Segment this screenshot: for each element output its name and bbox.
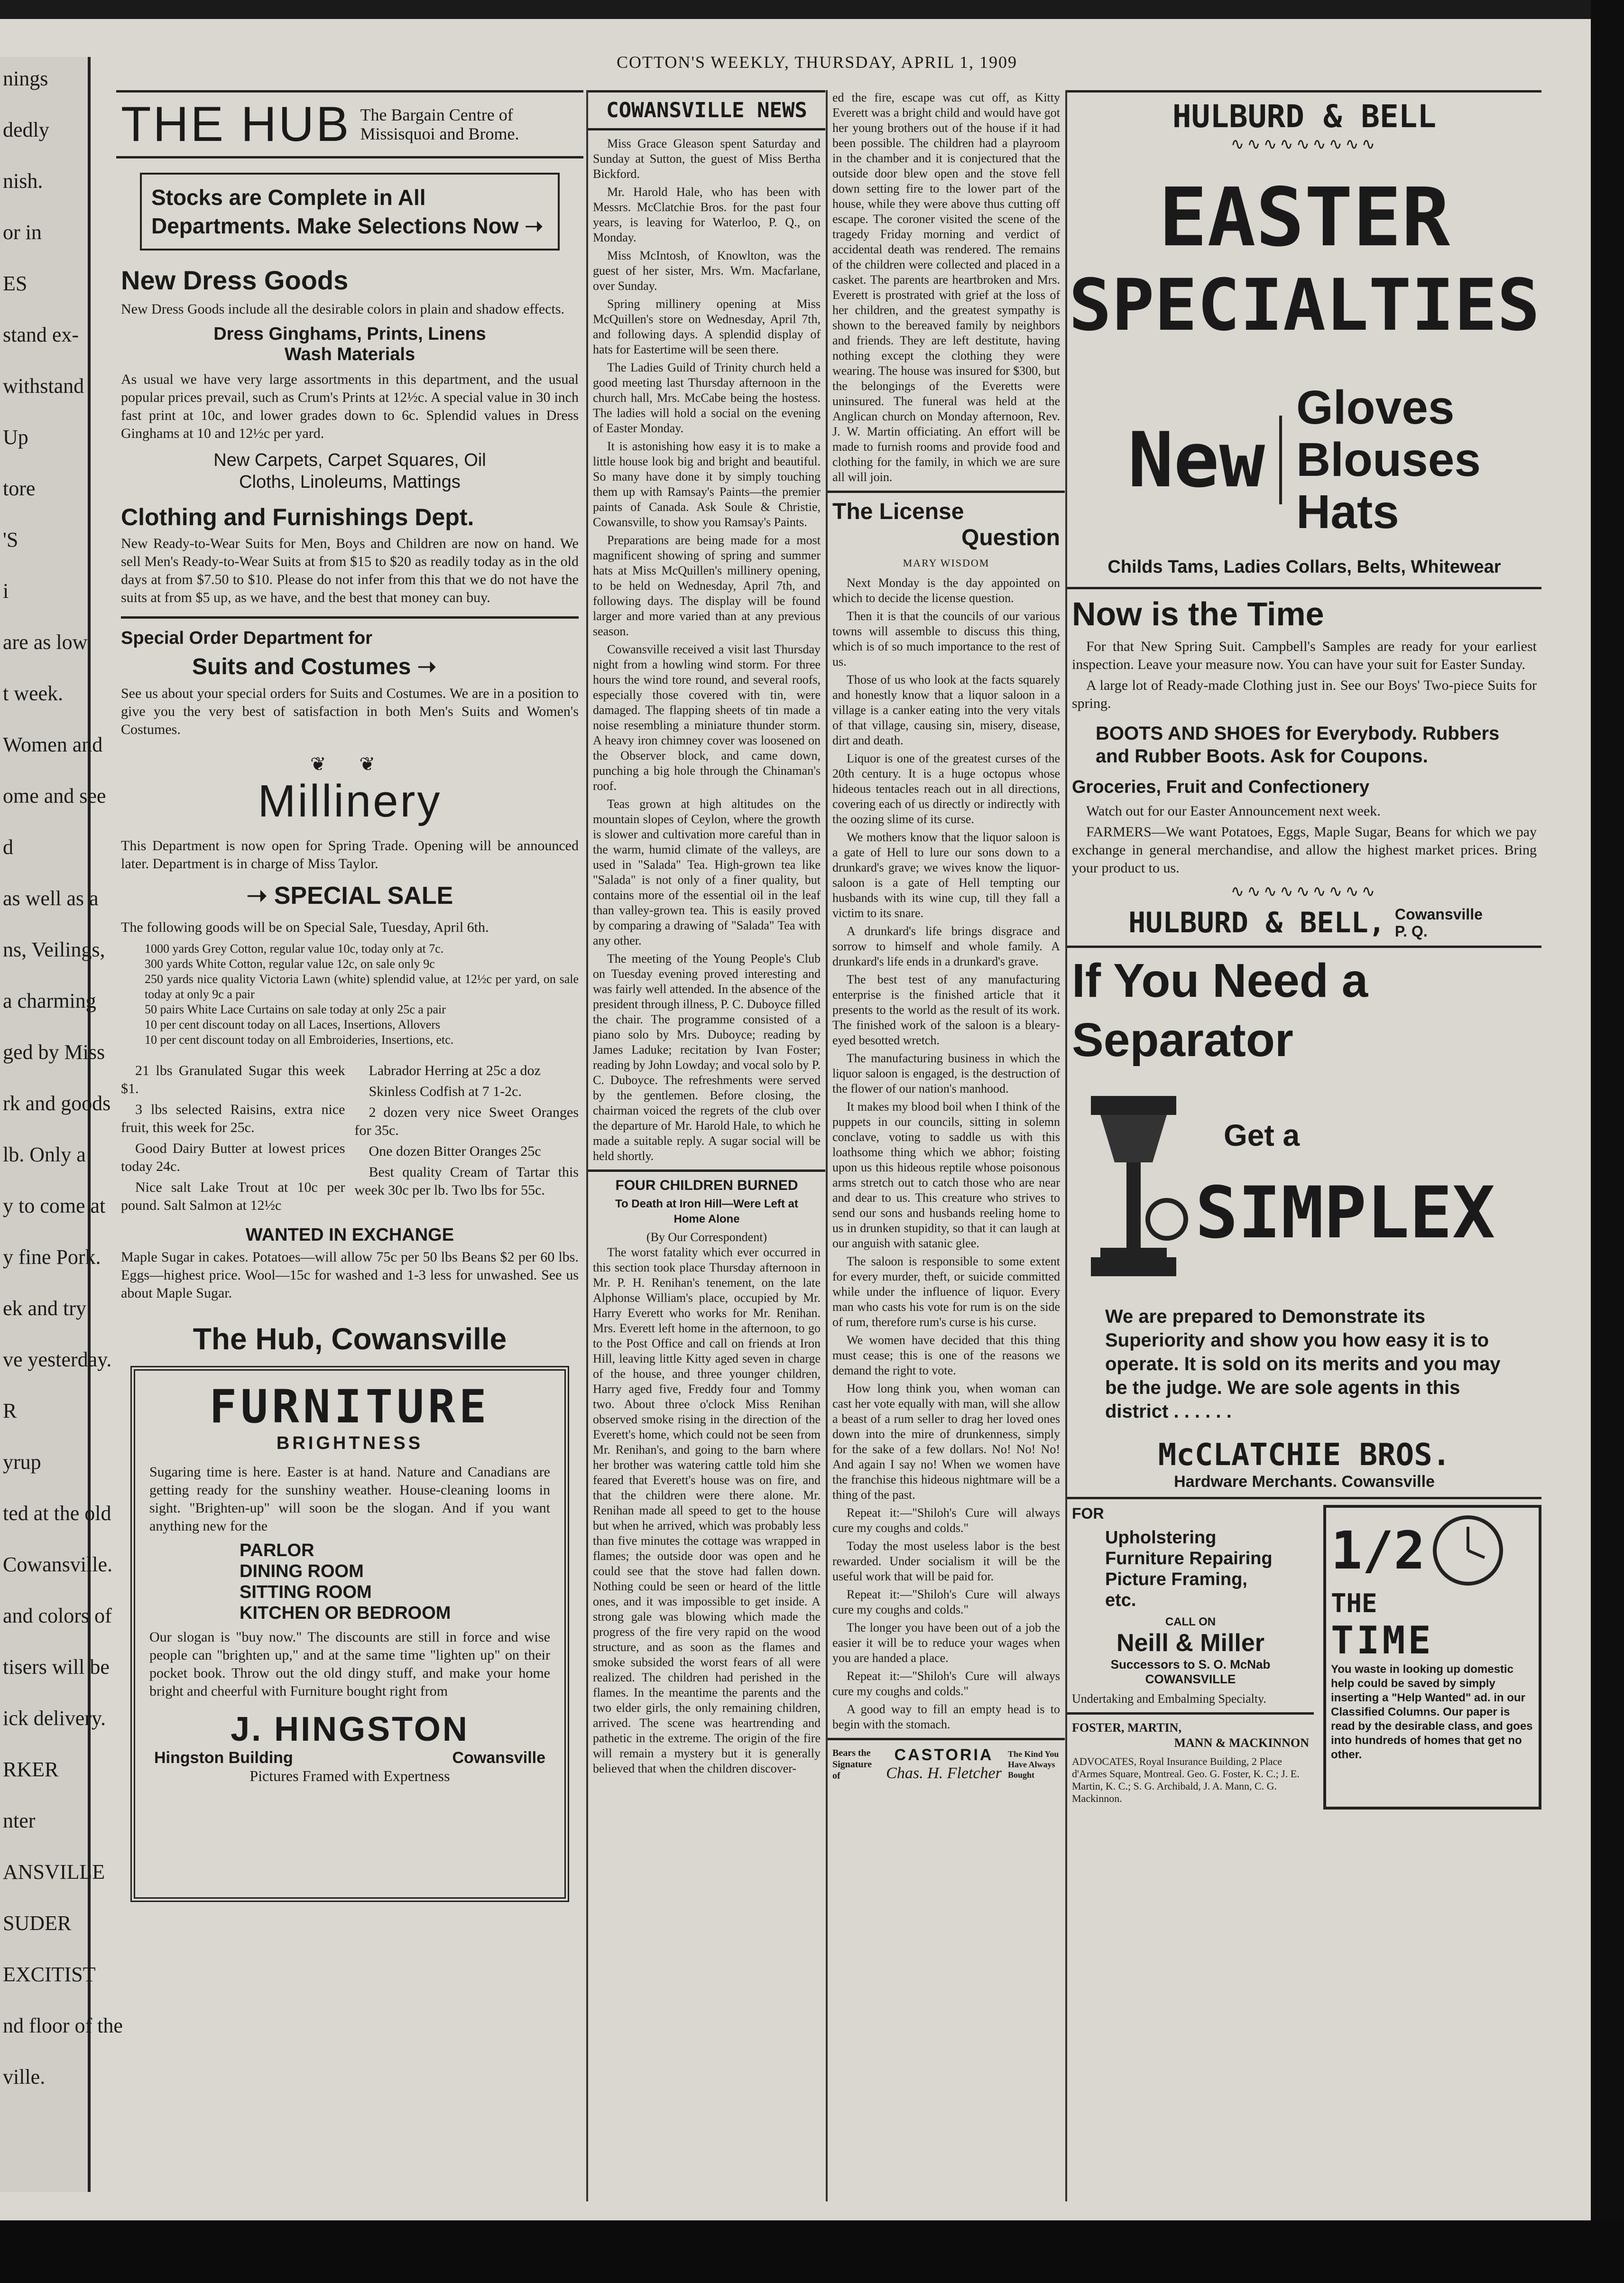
left-fragment-text: withstand — [3, 374, 84, 398]
license-paragraph: Repeat it:—"Shiloh's Cure will always cure my coughs and colds." — [832, 1587, 1060, 1616]
frac-bot: 2 — [1393, 1520, 1425, 1581]
top-edge — [0, 0, 1624, 19]
license-paragraph: A drunkard's life brings disgrace and sorrow to himself and whole family. A drunkard's life ends in a drunkard's grave. — [832, 924, 1060, 968]
frac-top: 1 — [1331, 1520, 1363, 1581]
farmers-paragraph: FARMERS—We want Potatoes, Eggs, Maple Sugar, Beans for which we pay exchange in general merchandise, and allow the highest market prices. Bring your product to us. — [1072, 824, 1537, 876]
right-edge — [1591, 0, 1624, 2283]
license-paragraph: Then it is that the councils of our various towns will assemble to discuss this thing, which is of so much importance to the rest of us. — [832, 609, 1060, 668]
time-label: TIME — [1331, 1618, 1434, 1662]
left-fragment-text: i — [3, 579, 9, 603]
sale-item: 1000 yards Grey Cotton, regular value 10c, today only at 7c. — [145, 942, 444, 956]
castoria-bears: Bears the Signature of — [832, 1747, 872, 1781]
sale-item: 250 yards nice quality Victoria Lawn (white) splendid value, at 12½c per yard, on sale today at only 9c a pair — [145, 972, 579, 1001]
furniture-text-2: Our slogan is "buy now." The discounts are still in force and wise people can "brighten up," and at the same time "lighten up" on their pocket book. Throw out the old dingy stuff, and make your home bright and cheerful with Furniture bought right from — [149, 1629, 550, 1699]
license-column — [828, 90, 1065, 2201]
castoria-kind: The Kind You Have Always Bought — [1008, 1749, 1059, 1780]
left-fragment-text: and colors of — [3, 1604, 112, 1627]
hingston-address — [154, 1749, 545, 1767]
new-items-list — [1282, 381, 1481, 538]
left-fragment-text: tore — [3, 477, 36, 500]
left-fragment-text: rk and goods — [3, 1092, 111, 1115]
left-fragment-text: SUDER — [3, 1912, 72, 1935]
left-fragment-text: stand ex- — [3, 323, 79, 346]
simplex-block — [1072, 1086, 1537, 1286]
neill-name: Neill & Miller — [1116, 1629, 1265, 1657]
left-fragment-text: ged by Miss — [3, 1040, 105, 1064]
dress-goods-text: New Dress Goods include all the desirable colors in plain and shadow effects. — [121, 301, 565, 317]
burned-byline: (By Our Correspondent) — [646, 1230, 767, 1244]
hulburd-footer-town: Cowansville P. Q. — [1394, 906, 1483, 940]
furniture-ad — [130, 1366, 569, 1902]
left-fragment-text: nish. — [3, 169, 43, 193]
left-fragment-text: yrup — [3, 1450, 41, 1474]
left-fragment-text: EXCITIST — [3, 1963, 96, 1986]
grocery-item: 3 lbs selected Raisins, extra nice fruit, this week for 25c. — [121, 1102, 345, 1135]
left-fragment-text: or in — [3, 221, 42, 244]
hub-tagline: The Bargain Centre of Missisquoi and Brome. — [360, 105, 519, 143]
neill-succ: Successors to S. O. McNab — [1110, 1657, 1271, 1671]
neill-ad — [1067, 1505, 1314, 1810]
separator-text: We are prepared to Demonstrate its Superiority and show you how easy it is to operate. It is sold on its merits and you may be the judge. We are sole agents in this district . . . . . . — [1105, 1306, 1501, 1422]
new-items-block — [1067, 381, 1541, 538]
license-paragraph: Liquor is one of the greatest curses of the 20th century. It is a huge octopus whose hideous tentacles reach out in all directions, covering each of us directly or indirectly with the oozing slime of its curse. — [832, 752, 1060, 826]
hulburd-column — [1067, 90, 1541, 2201]
furniture-subtitle: BRIGHTNESS — [276, 1433, 424, 1453]
news-column — [588, 90, 825, 2201]
neill-town: COWANSVILLE — [1145, 1672, 1236, 1686]
license-paragraph: The manufacturing business in which the liquor saloon is engaged, is the destruction of the flower of our nation's manhood. — [832, 1051, 1060, 1095]
ornament-divider: ∿∿∿∿∿∿∿∿∿ — [1230, 136, 1378, 153]
sale-item: 50 pairs White Lace Curtains on sale today at only 25c a pair — [145, 1002, 446, 1016]
bottom-ads — [1067, 1505, 1541, 1810]
now-heading: Now is the Time — [1072, 595, 1324, 632]
services-text: Upholstering Furniture Repairing Picture Framing, etc. — [1105, 1528, 1273, 1610]
easter-heading: EASTER — [1158, 171, 1450, 265]
left-fragment-text: R — [3, 1399, 17, 1422]
millinery-banner — [116, 753, 583, 827]
hulburd-name: HULBURD & BELL — [1172, 98, 1437, 135]
half-fraction: 1/2 — [1331, 1520, 1425, 1581]
room-item: SITTING ROOM — [240, 1582, 372, 1602]
left-fragment-text: nd floor of the — [3, 2014, 123, 2037]
license-paragraph: It makes my blood boil when I think of the puppets in our councils, sitting in solemn conclave, voting to saddle us with this loathsome thing which we abhor; foisting upon us this hideous reptile whose poisonous arms stretch out to catch those who are near and dear to us. This creature who strives to send our sons and husbands reeling home to us in drunken stupidity, so that it can laugh at our anguish with satanic glee. — [832, 1100, 1060, 1250]
hingston-town: Cowansville — [452, 1749, 545, 1767]
dress-goods-heading: New Dress Goods — [121, 265, 349, 295]
sale-item: 10 per cent discount today on all Laces, Insertions, Allovers — [145, 1018, 441, 1031]
hulburd-footer — [1067, 906, 1541, 940]
suits-heading — [192, 653, 508, 680]
groceries-text — [1072, 802, 1537, 877]
exchange-text: Maple Sugar in cakes. Potatoes—will allow 75c per 50 lbs Beans $2 per 60 lbs. Eggs—highest price. Wool—15c for washed and 1-3 less for unwashed. See us about Maple Sugar. — [121, 1249, 579, 1301]
left-fragment-text: RKER — [3, 1758, 59, 1781]
ginghams-text: As usual we have very large assortments in this department, and the usual popular prices prevail, such as Crum's Prints at 12½c. A special value in 30 inch fast print at 10c, and lower grades down to 6c. Splendid values in Dress Ginghams at 10 and 12½c per yard. — [121, 371, 579, 441]
simplex-brand: SIMPLEX — [1195, 1172, 1495, 1254]
bottom-edge — [0, 2220, 1624, 2283]
news-paragraph: Spring millinery opening at Miss McQuillen's store on Wednesday, April 7th, and following days. A splendid display of hats for Eastertime will be seen there. — [593, 297, 821, 356]
sale-item: 300 yards White Cotton, regular value 12c, on sale only 9c — [145, 957, 435, 971]
news-paragraphs — [593, 136, 821, 1164]
burned-text — [593, 1245, 821, 1776]
groceries-heading: Groceries, Fruit and Confectionery — [1072, 777, 1370, 797]
left-fragment-text: lb. Only a — [3, 1143, 86, 1166]
specialties-heading: SPECIALTIES — [1069, 264, 1540, 347]
grocery-item: Good Dairy Butter at lowest prices today 24c. — [121, 1141, 345, 1174]
get-a: Get a — [1224, 1118, 1300, 1152]
the-label: THE — [1331, 1588, 1377, 1618]
burned-paragraph: The worst fatality which ever occurred in this section took place Thursday afternoon in Mr. P. H. Renihan's tenement, on the late Alphonse William's place, occupied by Mr. Harry Everett who works for Mr. Renihan. Mrs. Everett left home in the afternoon, to go to the Post Office and call on friends at Iron Hill, leaving little Kitty aged seven in charge of the house, and three younger children, Harry aged five, Freddy four and Tommy two. About three o'clock Miss Renihan observed smoke rising in the direction of the Everett's home, which could not be seen from Mr. Renihan's, and going to the barn where her brother was watering cattle told him she feared that Everett's house was on fire, and that the children were there alone. Mr. Renihan made all speed to get to the house but when he arrived, which was probably less than five minutes the cottage was wrapped in flames; the outside door was open and he could see that the stove had fallen down. Nothing could be seen or heard of the little ones, and it was impossible to get inside. A strong gale was blowing which made the progress of the fire very rapid on the wood structure, and as soon as the flames and smoke subsided the worst fears of all were realized. The children had perished in the flames. In the meantime the parents and the two elder girls, the only remaining children, arrived. The scene was heartrending and pathetic in the extreme. The origin of the fire will remain a mystery but it is generally believed that when the children discover- — [593, 1245, 821, 1775]
left-fragment-text: a charming — [3, 989, 96, 1012]
special-order-heading: Special Order Department for — [121, 628, 373, 648]
license-paragraph: The longer you have been out of a job the easier it will be to reduce your wages when you are handed a place. — [832, 1621, 1060, 1665]
clothing-text: New Ready-to-Wear Suits for Men, Boys and Children are now on hand. We sell Men's Ready-to-Wear Suits at from $15 to $20 as readily today as in the old days at from $7.50 to $10. Please do not infer from this that we do not have the suits at from $5 up, as we have, and the best that money can buy. — [121, 536, 579, 605]
call-on: CALL ON — [1165, 1615, 1216, 1628]
stocks-text: Stocks are Complete in All Departments. Make Selections Now — [151, 185, 519, 238]
special-sale-text: SPECIAL SALE — [274, 882, 453, 909]
license-paragraph: The saloon is responsible to some extent for every murder, theft, or suicide committed while under the influence of liquor. Every man who casts his vote for rum is on the side of rum, therefore rum's curse is his curse. — [832, 1254, 1060, 1329]
furniture-title: FURNITURE — [209, 1380, 490, 1433]
news-paragraph: The Ladies Guild of Trinity church held a good meeting last Thursday afternoon in the church hall, Mrs. McCabe being the hostess. The ladies will hold a social on the evening of Easter Monday. — [593, 361, 821, 435]
tams-line: Childs Tams, Ladies Collars, Belts, Whitewear — [1107, 557, 1501, 577]
half-the-time-ad — [1323, 1505, 1541, 1810]
grocery-item: Best quality Cream of Tartar this week 30c per lb. Two lbs for 55c. — [354, 1164, 579, 1198]
left-fragment-text: ES — [3, 272, 28, 295]
boots-text: BOOTS AND SHOES for Everybody. Rubbers and Rubber Boots. Ask for Coupons. — [1096, 723, 1500, 767]
undertaking: Undertaking and Embalming Specialty. — [1072, 1692, 1266, 1706]
left-fragment-text: Up — [3, 426, 28, 449]
clock-icon — [1430, 1513, 1506, 1588]
hingston-building: Hingston Building — [154, 1749, 293, 1767]
hulburd-footer-name: HULBURD & BELL, — [1128, 906, 1385, 939]
mcclatchie-sub: Hardware Merchants. Cowansville — [1174, 1473, 1435, 1491]
new-item: Blouses — [1296, 433, 1481, 486]
millinery-text: This Department is now open for Spring Trade. Opening will be announced later. Department is in charge of Miss Taylor. — [121, 838, 579, 872]
grocery-item: One dozen Bitter Oranges 25c — [369, 1143, 541, 1159]
ready-paragraph: A large lot of Ready-made Clothing just in. See our Boys' Two-piece Suits for spring. — [1072, 677, 1537, 711]
sale-list — [145, 941, 579, 1048]
grocery-item: 2 dozen very nice Sweet Oranges for 35c. — [354, 1104, 579, 1138]
new-item: Hats — [1296, 485, 1399, 538]
arrow-icon: ➝ — [525, 213, 543, 238]
cream-separator-icon — [1072, 1086, 1195, 1286]
license-byline: MARY WISDOM — [903, 557, 990, 569]
left-fragment-text: are as low — [3, 631, 88, 654]
sale-intro: The following goods will be on Special Sale, Tuesday, April 6th. — [121, 919, 489, 935]
separator-heading-2: Separator — [1072, 1013, 1293, 1067]
left-fragment-text: t week. — [3, 682, 64, 705]
left-fragment-text: 'S — [3, 528, 18, 551]
room-item: DINING ROOM — [240, 1561, 364, 1581]
castoria-title: CASTORIA — [894, 1746, 994, 1764]
left-fragment-text: ick delivery. — [3, 1707, 106, 1730]
clothing-heading: Clothing and Furnishings Dept. — [121, 504, 474, 530]
license-paragraph: Today the most useless labor is the best rewarded. Under socialism it will be the useful work that will be paid for. — [832, 1539, 1060, 1583]
license-paragraph: A good way to fill an empty head is to begin with the stomach. — [832, 1702, 1060, 1731]
grocery-item: Nice salt Lake Trout at 10c per pound. Salt Salmon at 12½c — [121, 1179, 345, 1213]
left-fragment-text: nter — [3, 1809, 36, 1832]
advocates: ADVOCATES, Royal Insurance Building, 2 Place d'Armes Square, Montreal. Geo. G. Foster, K. C.; J. E. Martin, K. C.; S. G. Archibald, J. A. Mann, C. G. Mackinnon. — [1072, 1755, 1300, 1804]
mcclatchie-name: McCLATCHIE BROS. — [1158, 1438, 1451, 1473]
left-fragment-text: ns, Veilings, — [3, 938, 105, 961]
stocks-box — [140, 173, 560, 251]
grocery-specials — [121, 1062, 579, 1217]
hub-title: THE HUB — [121, 97, 351, 152]
license-paragraph: Repeat it:—"Shiloh's Cure will always cure my coughs and colds." — [832, 1669, 1060, 1698]
burned-continued: ed the fire, escape was cut off, as Kitty Everett was a bright child and would have got her young brothers out of the house if it had been possible. The children had a playroom in the chamber and it is conjectured that the outside door blew open and the stove fell down setting fire to the lower part of the house, while they were above thus cutting off escape. The coroner visited the scene of the tragedy Friday morning and verdict of accidental death was rendered. The remains of the children were collected and placed in a casket. The parents are heartbroken and Mrs. Everett is prostrated with grief at the loss of her children, and the greatest sympathy is shown to the bereaved family by neighbors and friends. They are left destitute, having nothing except the clothing they were wearing. The house was insured for $300, but the belongings of the Everetts were uninsured. The funeral was held at the Anglican church on Monday afternoon, Rev. J. W. Martin officiating. An effort will be made to furnish rooms and provide food and clothing for the family, in which we are sure all will join. — [832, 91, 1060, 484]
room-item: KITCHEN OR BEDROOM — [240, 1603, 451, 1623]
license-paragraphs — [832, 575, 1060, 1732]
lawyers-1: FOSTER, MARTIN, — [1072, 1721, 1181, 1735]
news-paragraph: Teas grown at high altitudes on the mountain slopes of Ceylon, where the growth is slower and cultivation more careful than in the warm, humid climate of the valleys, are used in "Salada" Tea. High-grown tea like "Salada" is not only of a finer quality, but contains more of the essential oil in the leaf than valley-grown tea. This is easily proved by comparing a drawing of "Salada" Tea with any other. — [593, 797, 821, 947]
left-fragment-text: ANSVILLE — [3, 1860, 105, 1884]
room-list — [240, 1540, 460, 1624]
news-heading: COWANSVILLE NEWS — [606, 98, 807, 122]
pictures-framed: Pictures Framed with Expertness — [249, 1767, 450, 1784]
half-text: You waste in looking up domestic help could be saved by simply inserting a "Help Wanted" ad. in our Classified Columns. Our paper is read by the desirable class, and goes into hundreds of homes that get no other. — [1331, 1663, 1533, 1761]
left-fragment-text: ville. — [3, 2065, 46, 2088]
news-paragraph: Mr. Harold Hale, who has been with Messrs. McClatchie Bros. for the past four years, is leaving for Waterloo, P. Q., on Monday. — [593, 185, 821, 244]
license-paragraph: Those of us who look at the facts squarely and honestly know that a liquor saloon in a village is a canker eating into the very vitals of that village, causing sin, misery, disease, dirt and death. — [832, 673, 1060, 747]
grocery-item: Skinless Codfish at 7 1-2c. — [369, 1084, 522, 1099]
masthead: COTTON'S WEEKLY, THURSDAY, APRIL 1, 1909 — [617, 53, 1017, 72]
now-paragraph: For that New Spring Suit. Campbell's Samples are ready for your earliest inspection. Leave your measure now. You can have your suit for Easter Sunday. — [1072, 639, 1537, 672]
left-fragment-text: y to come at — [3, 1194, 106, 1217]
left-fragment-text: as well as a — [3, 887, 99, 910]
license-paragraph: The best test of any manufacturing enterprise is the finished article that it presents to the world as the result of its work. The finished work of the saloon is a bleary-eyed besotted wretch. — [832, 973, 1060, 1047]
license-heading-2: Question — [961, 525, 1060, 550]
burned-heading: FOUR CHILDREN BURNED — [615, 1178, 798, 1193]
left-fragment-text: d — [3, 835, 13, 859]
room-item: PARLOR — [240, 1541, 314, 1560]
for-label: FOR — [1072, 1505, 1104, 1522]
left-fragment-text: Women and — [3, 733, 103, 756]
new-item: Gloves — [1296, 381, 1455, 434]
license-paragraph: We women have decided that this thing must cease; this is one of the reasons we demand the right to vote. — [832, 1333, 1060, 1377]
grocery-item: Labrador Herring at 25c a doz — [369, 1063, 541, 1078]
arrow-icon: ➝ — [246, 882, 268, 909]
left-fragment-text: ek and try — [3, 1297, 86, 1320]
left-fragment-text: ted at the old — [3, 1502, 111, 1525]
now-text — [1072, 638, 1537, 713]
left-fragment-text: ve yesterday. — [3, 1348, 112, 1371]
news-paragraph: Cowansville received a visit last Thursday night from a howling wind storm. For three hours the wind tore round, and several roofs, especially those covered with tin, were damaged. The flapping sheets of tin made a noise resembling a miniature thunder storm. A heavy iron chimney cover was loosened on the Observer block, and came down, punching a big hole through the Chinaman's roof. — [593, 642, 821, 793]
ornament-divider: ∿∿∿∿∿∿∿∿∿ — [1230, 883, 1378, 900]
news-paragraph: Preparations are being made for a most magnificent showing of spring and summer hats at Miss McQuillen's millinery opening, to be held on Wednesday, April 7th, and following days. The display will be found larger and more varied than at any previous season. — [593, 533, 821, 638]
license-paragraph: Next Monday is the day appointed on which to decide the license question. — [832, 576, 1060, 605]
news-paragraph: The meeting of the Young People's Club on Tuesday evening proved interesting and was fairly well attended. In the absence of the president through illness, P. C. Duboyce filled the chair. The programme consisted of a piano solo by Mrs. Duboyce; reading by James Laduke; recitation by Ivan Foster; reading by John Lowday; and vocal solo by P. C. Duboyce. The refreshments were served by the gentlemen. Before closing, the chairman voiced the regrets of the club over the departure of Mr. Harold Hale, to which he made a suitable reply. A sugar social will be held shortly. — [593, 952, 821, 1163]
suits-text: See us about your special orders for Suits and Costumes. We are in a position to give you the very best of satisfaction in both Men's Suits and Women's Costumes. — [121, 686, 579, 737]
left-fragment-text: y fine Pork. — [3, 1245, 101, 1269]
news-paragraph: Miss McIntosh, of Knowlton, was the guest of her sister, Mrs. Wm. Macfarlane, over Sunday. — [593, 249, 821, 293]
new-word: New — [1128, 416, 1282, 504]
burned-subheading: To Death at Iron Hill—Were Left at Home Alone — [615, 1197, 798, 1225]
lawyers-2: MANN & MACKINNON — [1174, 1736, 1309, 1750]
suits-heading-text: Suits and Costumes — [192, 654, 411, 679]
license-paragraph: Repeat it:—"Shiloh's Cure will always cure my coughs and colds." — [832, 1506, 1060, 1535]
grocery-item: 21 lbs Granulated Sugar this week $1. — [121, 1063, 345, 1096]
ginghams-heading: Dress Ginghams, Prints, Linens Wash Materials — [213, 324, 486, 364]
castoria-signature: Chas. H. Fletcher — [886, 1764, 1002, 1782]
left-fragment-text: Cowansville. — [3, 1553, 112, 1576]
castoria-ad — [832, 1746, 1060, 1782]
left-page-fragment — [0, 57, 123, 2192]
exchange-heading: WANTED IN EXCHANGE — [245, 1225, 454, 1245]
arrow-icon: ➝ — [417, 654, 436, 679]
hub-column — [116, 90, 583, 2201]
separator-heading-1: If You Need a — [1072, 954, 1368, 1007]
sale-item: 10 per cent discount today on all Embroideries, Insertions, etc. — [145, 1033, 454, 1047]
left-fragment-text: ome and see — [3, 784, 106, 807]
carpets-heading: New Carpets, Carpet Squares, Oil Cloths, Linoleums, Mattings — [213, 450, 486, 492]
millinery-heading: Millinery — [258, 776, 442, 826]
laurel-ornament-icon: ❦ ❦ — [310, 753, 390, 775]
license-paragraph: How long think you, when woman can cast her vote equally with man, will she allow a beast of a rum seller to drag her loved ones down into the mire of drunkenness, simply for the sake of a few dollars. No! No! No! And again I say no! When we women have the franchise this hideous nightmare will be a thing of the past. — [832, 1382, 1060, 1502]
hingston-name: J. HINGSTON — [231, 1710, 469, 1748]
news-paragraph: It is astonishing how easy it is to make a little house look big and bright and beautiful. So many have done it by simply touching them up with Ramsay's Paints—the premier paints of Canada. Ask Soule & Christie, Cowansville, to show you Ramsay's Paints. — [593, 439, 821, 529]
license-heading-1: The License — [832, 499, 964, 524]
special-sale-heading — [116, 882, 583, 910]
hub-footer: The Hub, Cowansville — [193, 1322, 507, 1356]
furniture-text-1: Sugaring time is here. Easter is at hand. Nature and Canadians are getting ready for the sunshiny weather. House-cleaning looms in sight. "Brighten-up" will soon be the slogan. And if you want anything new for the — [149, 1464, 550, 1534]
left-fragment-text: dedly — [3, 118, 49, 141]
news-paragraph: Miss Grace Gleason spent Saturday and Sunday at Sutton, the guest of Miss Bertha Bickford. — [593, 137, 821, 181]
left-fragment-text: tisers will be — [3, 1655, 110, 1679]
left-fragment-text: nings — [3, 67, 48, 90]
license-paragraph: We mothers know that the liquor saloon is a gate of Hell to lure our sons down to a drunkard's grave; we wives know the liquor-saloon is a gate of Hell tempting our husbands with its wine cup, till they fall a victim to its snare. — [832, 830, 1060, 920]
groceries-paragraph: Watch out for our Easter Announcement next week. — [1086, 803, 1381, 819]
